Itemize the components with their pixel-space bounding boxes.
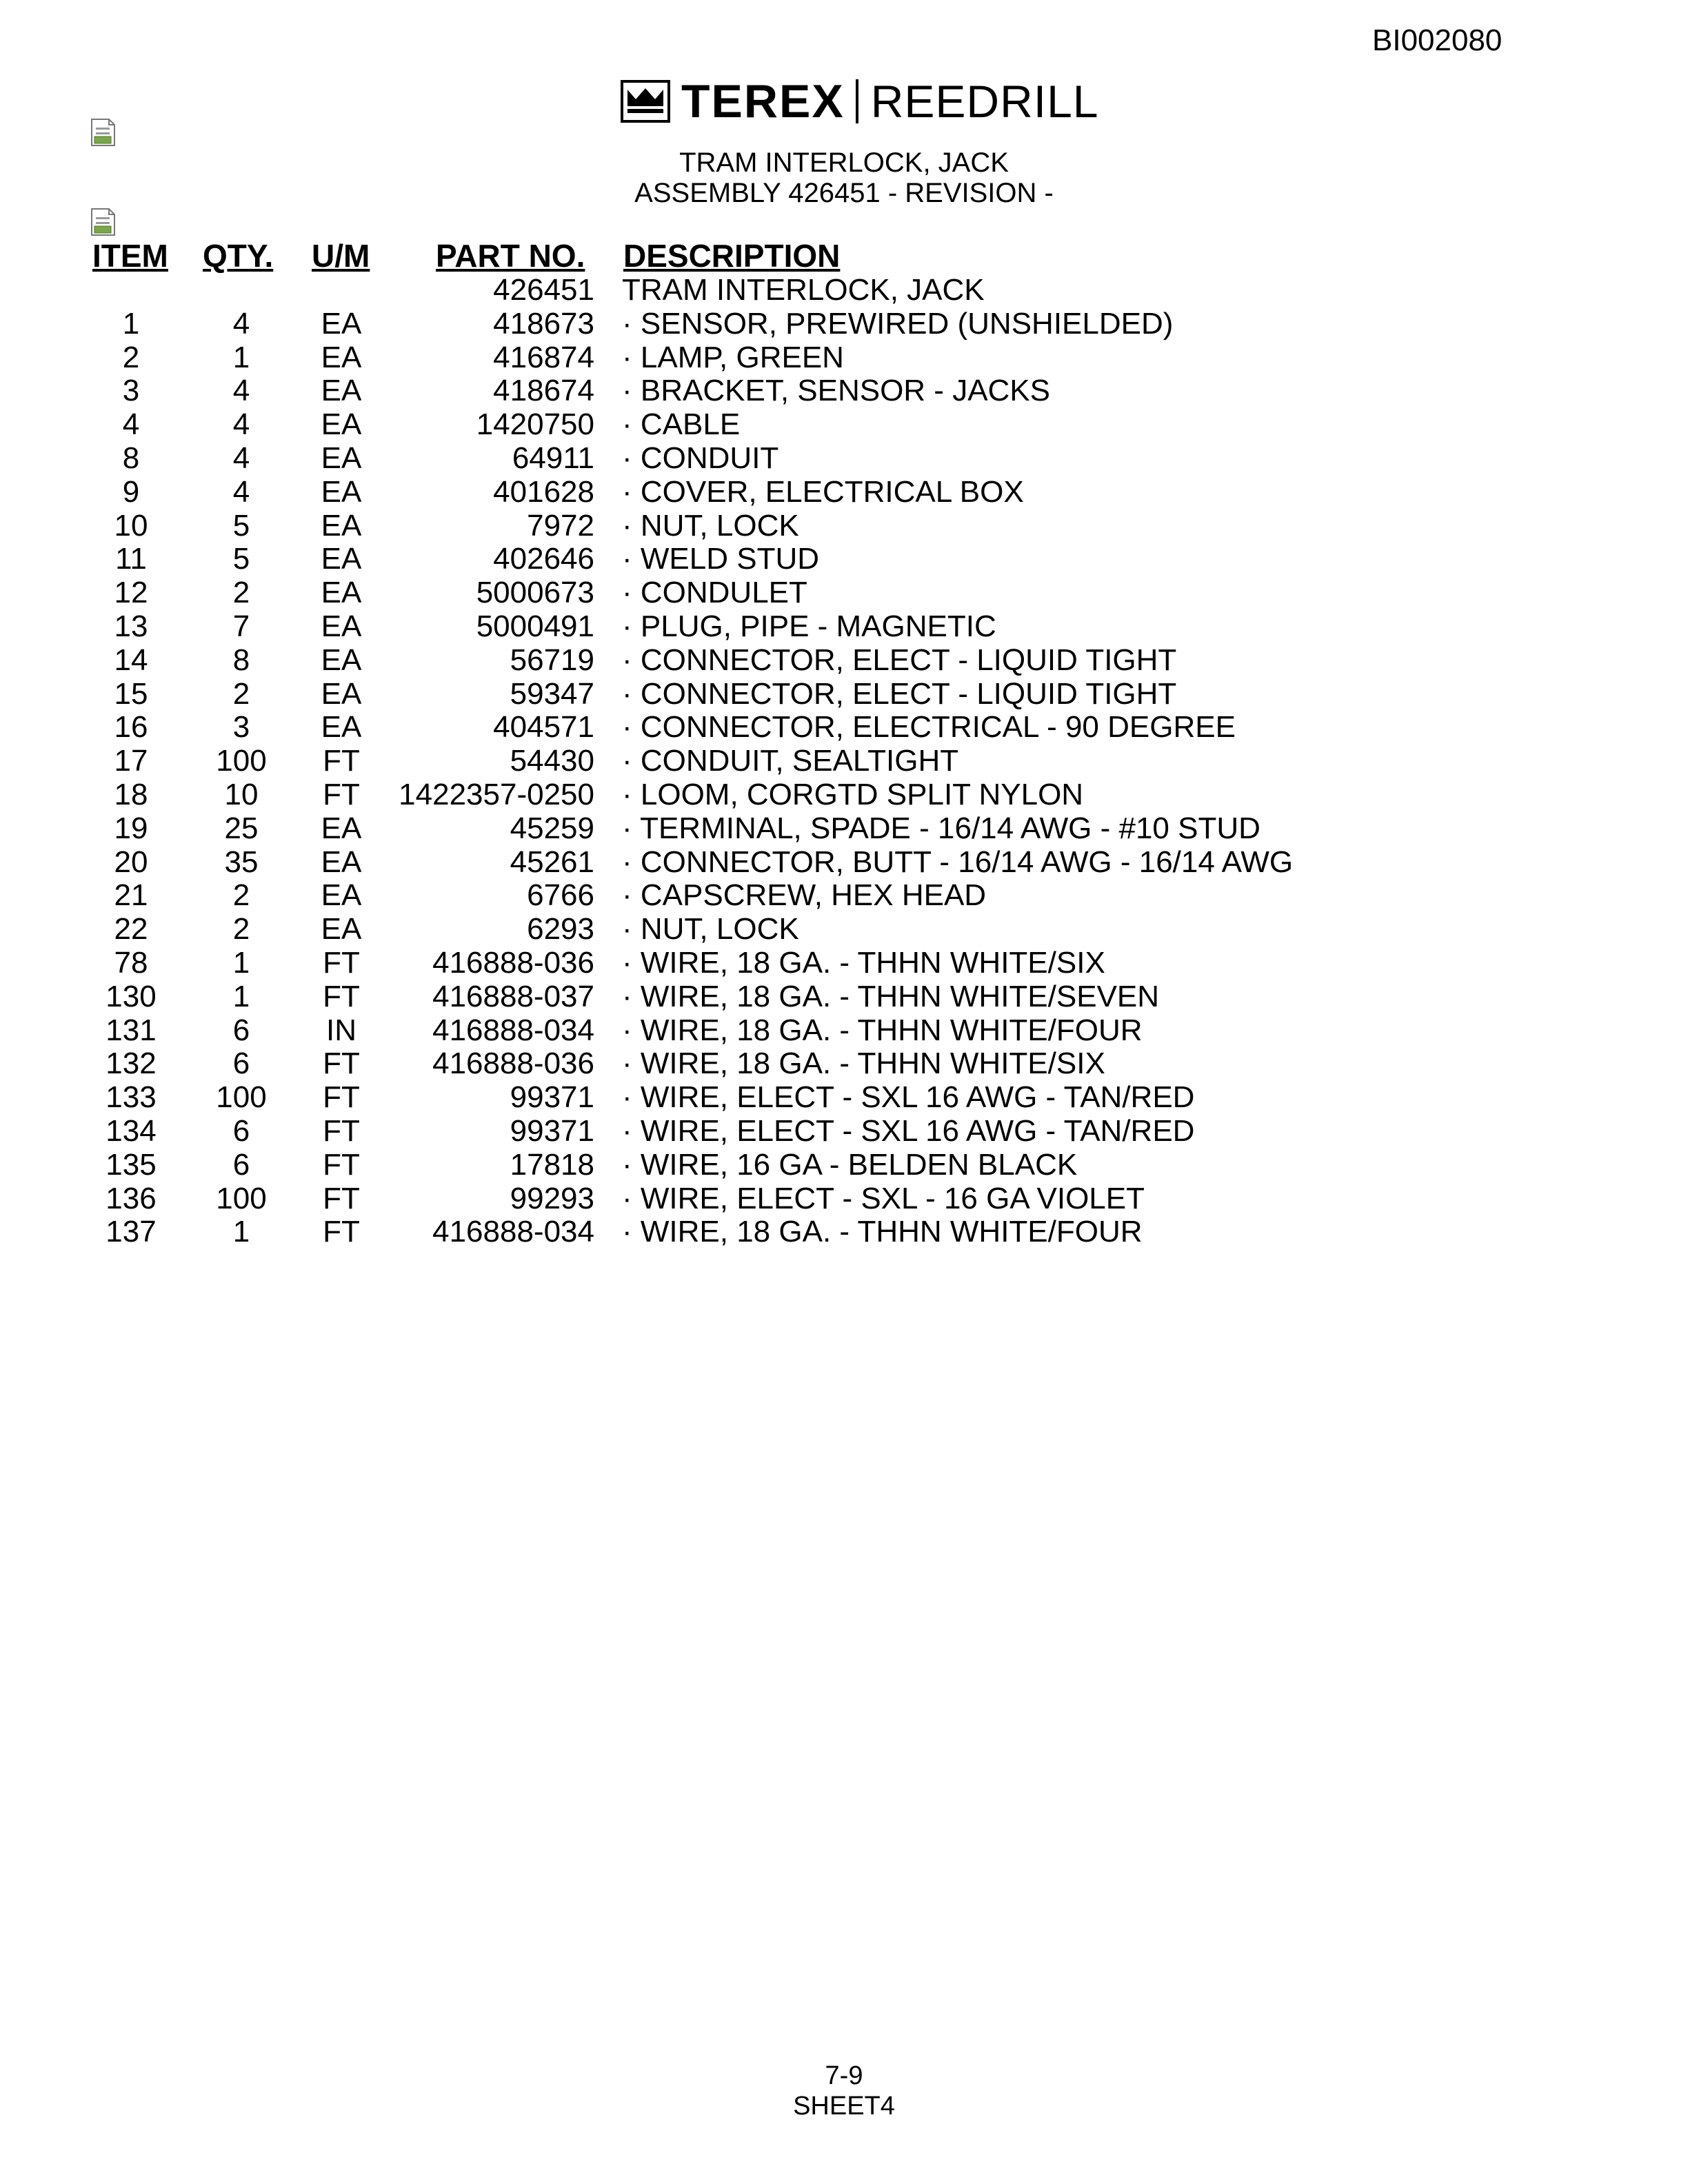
row-qty: 6	[232, 1013, 250, 1047]
row-part-no: 416888-036	[432, 1046, 594, 1081]
table-row	[0, 341, 1688, 374]
table-row	[0, 946, 1688, 979]
row-part-no: 99293	[510, 1181, 594, 1215]
table-row	[0, 542, 1688, 575]
row-qty: 100	[216, 744, 267, 778]
row-um: EA	[321, 710, 362, 745]
row-um: FT	[323, 1046, 360, 1081]
row-um: FT	[323, 1114, 360, 1148]
row-description: · WIRE, ELECT - SXL - 16 GA VIOLET	[622, 1181, 1145, 1215]
row-part-no: 45261	[510, 845, 594, 879]
row-um: EA	[321, 441, 362, 475]
row-description: · WIRE, 18 GA. - THHN WHITE/SIX	[622, 946, 1105, 980]
row-description: · CONNECTOR, ELECT - LIQUID TIGHT	[622, 676, 1177, 711]
row-part-no: 418674	[493, 374, 594, 408]
row-part-no: 426451	[493, 273, 594, 307]
table-row	[0, 778, 1688, 811]
row-qty: 1	[232, 946, 250, 980]
header-qty: QTY.	[203, 238, 274, 274]
row-item: 136	[106, 1181, 157, 1215]
row-part-no: 45259	[510, 811, 594, 845]
table-row	[0, 744, 1688, 777]
row-description: · CONNECTOR, ELECTRICAL - 90 DEGREE	[622, 710, 1236, 745]
sheet-label: SHEET4	[793, 2092, 895, 2121]
table-row	[0, 1114, 1688, 1147]
row-item: 130	[106, 979, 157, 1013]
row-item: 21	[114, 878, 148, 913]
row-um: EA	[321, 542, 362, 576]
row-um: EA	[321, 474, 362, 509]
row-item: 78	[114, 946, 148, 980]
row-part-no: 404571	[493, 710, 594, 745]
row-description: TRAM INTERLOCK, JACK	[622, 273, 985, 307]
row-qty: 6	[232, 1147, 250, 1182]
row-part-no: 6766	[527, 878, 594, 913]
row-qty: 1	[232, 340, 250, 374]
row-qty: 4	[232, 407, 250, 442]
row-item: 14	[114, 643, 148, 677]
row-item: 131	[106, 1013, 157, 1047]
row-part-no: 416874	[493, 340, 594, 374]
row-qty: 4	[232, 474, 250, 509]
row-um: EA	[321, 676, 362, 711]
row-item: 133	[106, 1080, 157, 1115]
row-qty: 35	[224, 845, 259, 879]
row-description: · CONDUIT, SEALTIGHT	[622, 744, 959, 778]
row-description: · PLUG, PIPE - MAGNETIC	[622, 609, 996, 643]
row-qty: 10	[224, 778, 259, 811]
row-description: · CAPSCREW, HEX HEAD	[622, 878, 987, 913]
row-description: · LOOM, CORGTD SPLIT NYLON	[622, 778, 1084, 811]
document-id: BI002080	[1372, 23, 1503, 57]
page-number: 7-9	[825, 2061, 863, 2090]
row-part-no: 7972	[527, 508, 594, 543]
row-um: FT	[323, 979, 360, 1013]
row-um: EA	[321, 643, 362, 677]
table-row	[0, 1215, 1688, 1248]
row-description: · SENSOR, PREWIRED (UNSHIELDED)	[622, 306, 1174, 341]
row-qty: 2	[232, 878, 250, 913]
table-row	[0, 609, 1688, 643]
row-item: 1	[122, 306, 140, 341]
row-item: 18	[114, 778, 148, 811]
row-um: IN	[326, 1013, 356, 1047]
row-item: 16	[114, 710, 148, 745]
row-qty: 2	[232, 912, 250, 947]
row-um: FT	[323, 1215, 360, 1249]
row-qty: 8	[232, 643, 250, 677]
row-um: EA	[321, 374, 362, 408]
row-item: 137	[106, 1215, 157, 1249]
row-description: · WELD STUD	[622, 542, 819, 576]
row-description: · CONNECTOR, ELECT - LIQUID TIGHT	[622, 643, 1177, 677]
row-um: EA	[321, 576, 362, 610]
header-item: ITEM	[92, 238, 168, 274]
row-qty: 100	[216, 1181, 267, 1215]
table-row	[0, 710, 1688, 743]
row-item: 17	[114, 744, 148, 778]
row-part-no: 1422357-0250	[399, 778, 594, 811]
row-description: · NUT, LOCK	[622, 912, 799, 947]
row-item: 135	[106, 1147, 157, 1182]
row-description: · WIRE, 18 GA. - THHN WHITE/FOUR	[622, 1215, 1143, 1249]
row-description: · WIRE, ELECT - SXL 16 AWG - TAN/RED	[622, 1114, 1195, 1148]
row-description: · WIRE, 18 GA. - THHN WHITE/FOUR	[622, 1013, 1143, 1047]
table-row	[0, 980, 1688, 1013]
row-qty: 5	[232, 542, 250, 576]
row-description: · CONNECTOR, BUTT - 16/14 AWG - 16/14 AWG	[622, 845, 1294, 879]
table-row	[0, 1046, 1688, 1080]
logo-divider	[856, 79, 858, 123]
sub-brand-name: REEDRILL	[870, 76, 1099, 127]
terex-reedrill-logo	[621, 74, 1099, 128]
row-item: 4	[122, 407, 140, 442]
row-part-no: 416888-037	[432, 979, 594, 1013]
table-row	[0, 643, 1688, 676]
row-part-no: 17818	[510, 1147, 594, 1182]
row-item: 132	[106, 1046, 157, 1081]
row-um: EA	[321, 912, 362, 947]
row-part-no: 64911	[512, 441, 594, 475]
table-row	[0, 475, 1688, 508]
table-row	[0, 878, 1688, 911]
row-qty: 4	[232, 374, 250, 408]
row-description: · LAMP, GREEN	[622, 340, 844, 374]
assembly-revision: ASSEMBLY 426451 - REVISION -	[634, 178, 1054, 208]
row-item: 10	[114, 508, 148, 543]
row-qty: 6	[232, 1114, 250, 1148]
row-um: FT	[323, 946, 360, 980]
row-item: 12	[114, 576, 148, 610]
row-item: 8	[122, 441, 140, 475]
header-part-no: PART NO.	[436, 238, 585, 274]
row-um: FT	[323, 1147, 360, 1182]
row-qty: 5	[232, 508, 250, 543]
row-part-no: 401628	[493, 474, 594, 509]
row-part-no: 59347	[510, 676, 594, 711]
row-um: EA	[321, 508, 362, 543]
row-qty: 1	[232, 1215, 250, 1249]
brand-name: TEREX	[681, 75, 845, 128]
row-item: 3	[122, 374, 140, 408]
row-item: 11	[115, 542, 147, 576]
row-qty: 25	[224, 811, 259, 845]
row-um: EA	[321, 811, 362, 845]
row-qty: 2	[232, 676, 250, 711]
row-item: 22	[114, 912, 148, 947]
row-qty: 4	[232, 306, 250, 341]
table-row	[0, 1080, 1688, 1113]
terex-crown-icon	[621, 80, 670, 123]
row-item: 19	[114, 811, 148, 845]
assembly-title: TRAM INTERLOCK, JACK	[679, 148, 1009, 178]
row-um: EA	[321, 609, 362, 643]
row-part-no: 402646	[493, 542, 594, 576]
table-row	[0, 811, 1688, 845]
row-um: FT	[323, 1181, 360, 1215]
row-um: FT	[323, 744, 360, 778]
row-qty: 2	[232, 576, 250, 610]
row-item: 15	[114, 676, 148, 711]
row-um: FT	[323, 778, 360, 811]
row-part-no: 6293	[527, 912, 594, 947]
table-row	[0, 374, 1688, 407]
row-description: · TERMINAL, SPADE - 16/14 AWG - #10 STUD	[622, 811, 1260, 845]
table-row	[0, 273, 1688, 306]
row-qty: 1	[232, 979, 250, 1013]
table-row	[0, 307, 1688, 340]
row-um: EA	[321, 878, 362, 913]
row-part-no: 418673	[493, 306, 594, 341]
row-item: 20	[114, 845, 148, 879]
row-um: EA	[321, 340, 362, 374]
row-item: 134	[106, 1114, 157, 1148]
row-qty: 7	[232, 609, 250, 643]
row-part-no: 416888-034	[432, 1215, 594, 1249]
row-part-no: 416888-034	[432, 1013, 594, 1047]
row-description: · WIRE, 16 GA - BELDEN BLACK	[622, 1147, 1078, 1182]
row-description: · WIRE, ELECT - SXL 16 AWG - TAN/RED	[622, 1080, 1195, 1115]
row-part-no: 5000673	[476, 576, 594, 610]
table-row	[0, 1148, 1688, 1181]
row-part-no: 416888-036	[432, 946, 594, 980]
header-um: U/M	[312, 238, 370, 274]
table-row	[0, 1182, 1688, 1215]
row-um: EA	[321, 306, 362, 341]
row-qty: 3	[232, 710, 250, 745]
row-description: · WIRE, 18 GA. - THHN WHITE/SIX	[622, 1046, 1105, 1081]
row-item: 13	[114, 609, 148, 643]
row-part-no: 99371	[510, 1080, 594, 1115]
table-row	[0, 912, 1688, 945]
table-row	[0, 845, 1688, 878]
table-row	[0, 407, 1688, 441]
table-row	[0, 509, 1688, 542]
row-description: · CONDULET	[622, 576, 807, 610]
table-row	[0, 441, 1688, 474]
row-item: 2	[122, 340, 140, 374]
row-part-no: 1420750	[476, 407, 594, 442]
row-part-no: 99371	[510, 1114, 594, 1148]
row-part-no: 56719	[510, 643, 594, 677]
row-description: · COVER, ELECTRICAL BOX	[622, 474, 1024, 509]
document-icon[interactable]	[90, 117, 117, 148]
row-description: · WIRE, 18 GA. - THHN WHITE/SEVEN	[622, 979, 1160, 1013]
row-qty: 4	[232, 441, 250, 475]
row-description: · CONDUIT	[622, 441, 779, 475]
row-description: · BRACKET, SENSOR - JACKS	[622, 374, 1051, 408]
row-um: EA	[321, 407, 362, 442]
row-part-no: 5000491	[476, 609, 594, 643]
row-um: EA	[321, 845, 362, 879]
row-description: · CABLE	[622, 407, 741, 442]
table-row	[0, 677, 1688, 710]
header-description: DESCRIPTION	[623, 238, 841, 274]
document-icon[interactable]	[90, 207, 117, 237]
row-um: FT	[323, 1080, 360, 1115]
row-description: · NUT, LOCK	[622, 508, 799, 543]
table-row	[0, 1013, 1688, 1046]
row-part-no: 54430	[510, 744, 594, 778]
row-item: 9	[122, 474, 140, 509]
row-qty: 100	[216, 1080, 267, 1115]
row-qty: 6	[232, 1046, 250, 1081]
table-row	[0, 576, 1688, 609]
